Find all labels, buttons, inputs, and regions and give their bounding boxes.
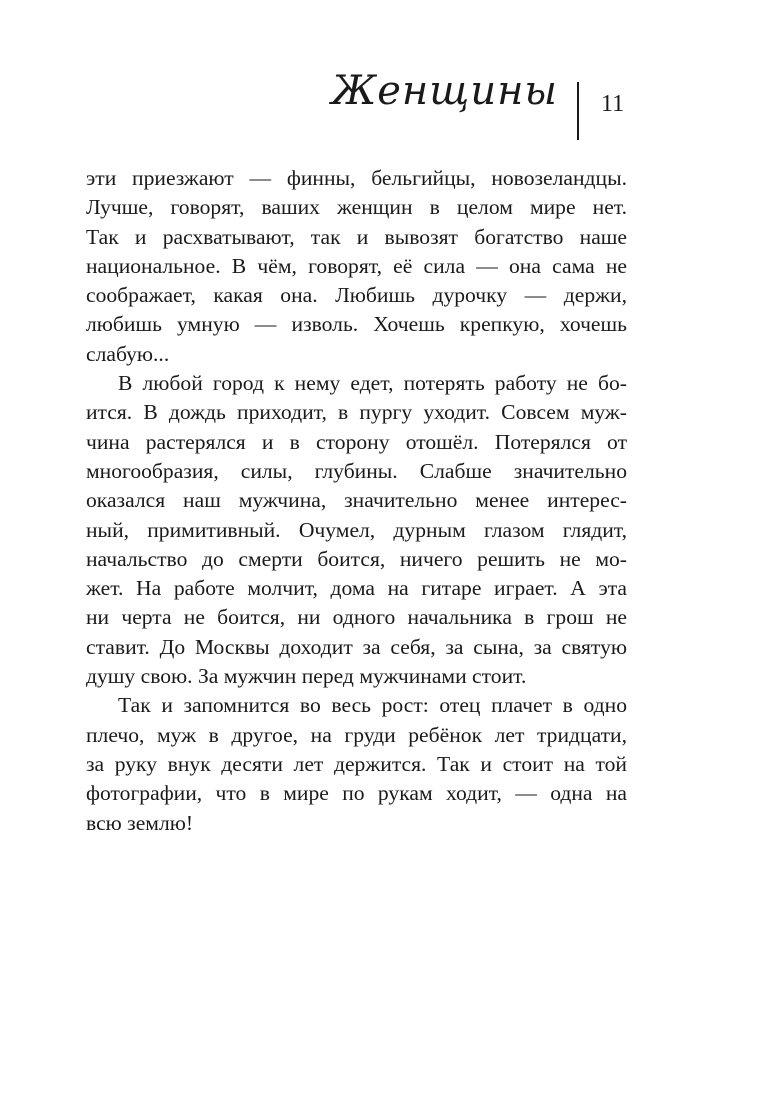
text-line: фотографии, что в мире по рукам ходит, — одна на bbox=[86, 781, 627, 806]
text-line: всю землю! bbox=[86, 810, 194, 835]
text-line: начальство до смерти боится, ничего решить не мо- bbox=[86, 546, 627, 571]
text-line: за руку внук десяти лет держится. Так и стоит на той bbox=[86, 751, 627, 776]
text-line: Лучше, говорят, ваших женщин в целом мире нет. bbox=[86, 195, 627, 220]
text-line: ни черта не боится, ни одного начальника в грош не bbox=[86, 605, 627, 630]
text-line: жет. На работе молчит, дома на гитаре играет. А эта bbox=[86, 576, 627, 601]
text-line: Так и расхватывают, так и вывозят богатство наше bbox=[86, 224, 627, 249]
text-line: чина растерялся и в сторону отошёл. Потерялся от bbox=[86, 429, 627, 454]
text-line: ставит. До Москвы доходит за себя, за сына, за святую bbox=[86, 634, 627, 659]
text-line: Так и запомнится во весь рост: отец плачет в одно bbox=[118, 693, 627, 718]
text-line: ится. В дождь приходит, в пургу уходит. Совсем муж- bbox=[86, 400, 627, 425]
header-divider bbox=[577, 82, 579, 140]
text-line: соображает, какая она. Любишь дурочку — держи, bbox=[86, 283, 627, 308]
body-text bbox=[86, 164, 627, 838]
text-line: слабую... bbox=[86, 341, 170, 366]
text-line: душу свою. За мужчин перед мужчинами стоит. bbox=[86, 664, 527, 689]
text-line: оказался наш мужчина, значительно менее интерес- bbox=[86, 488, 627, 513]
text-line: эти приезжают — финны, бельгийцы, новозеландцы. bbox=[86, 166, 627, 190]
running-header-title: Женщины bbox=[331, 68, 558, 114]
page-number: 11 bbox=[601, 91, 625, 117]
text-line: многообразия, силы, глубины. Слабше значительно bbox=[86, 458, 627, 483]
text-line: национальное. В чём, говорят, её сила — она сама не bbox=[86, 253, 627, 278]
text-line: плечо, муж в другое, на груди ребёнок лет тридцати, bbox=[86, 722, 627, 747]
text-line: ный, примитивный. Очумел, дурным глазом глядит, bbox=[86, 517, 627, 542]
text-line: В любой город к нему едет, потерять работу не бо- bbox=[118, 371, 627, 396]
text-line: любишь умную — изволь. Хочешь крепкую, хочешь bbox=[86, 312, 627, 337]
